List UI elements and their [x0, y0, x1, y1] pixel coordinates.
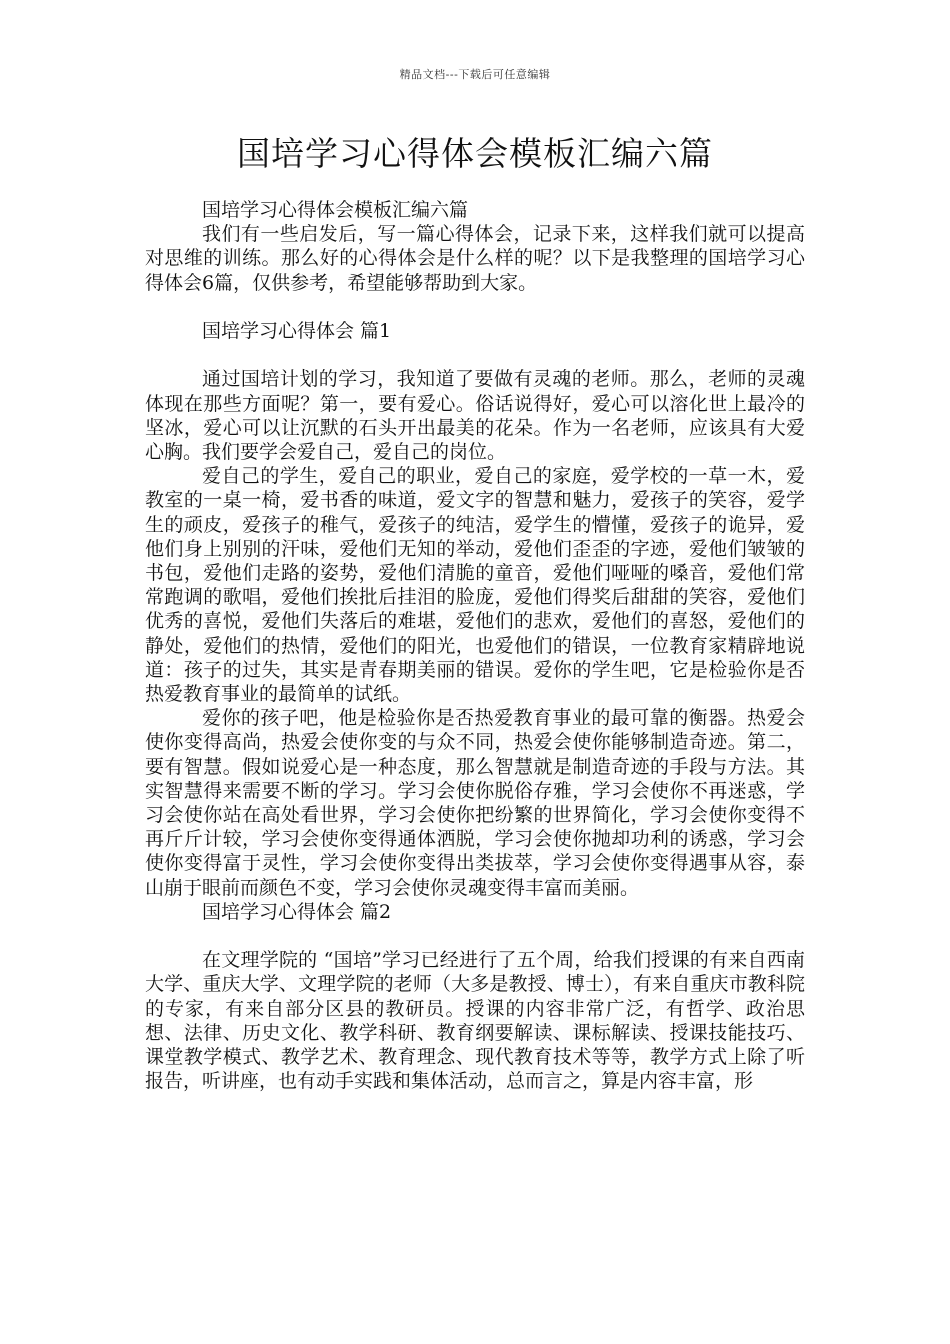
header-note: 精品文档---下载后可任意编辑 — [399, 68, 551, 81]
section-1-paragraph-3: 爱你的孩子吧，他是检验你是否热爱教育事业的最可靠的衡器。热爱会使你变得高尚，热爱会使你变的与众不同，热爱会使你能够制造奇迹。第二，要有智慧。假如说爱心是一种态度，那么智慧就是制造奇迹的手段与方法。其实智慧得来需要不断的学习。学习会使你脱俗存雅，学习会使你不再迷惑，学习会使你站在高处看世界，学习会使你把纷繁的世界简化，学习会使你变得不再斤斤计较，学习会使你变得通体洒脱，学习会使你抛却功利的诱惑，学习会使你变得富于灵性，学习会使你变得出类拔萃，学习会使你变得遇事从容，泰山崩于眼前而颜色不变，学习会使你灵魂变得丰富而美丽。 — [145, 707, 805, 899]
spacer — [145, 343, 805, 367]
document-title: 国培学习心得体会模板汇编六篇 — [237, 134, 713, 173]
intro-paragraph: 我们有一些启发后，写一篇心得体会，记录下来，这样我们就可以提高对思维的训练。那么好的心得体会是什么样的呢？以下是我整理的国培学习心得体会6篇，仅供参考，希望能够帮助到大家。 — [145, 223, 805, 294]
document-body — [145, 198, 805, 1093]
spacer — [145, 924, 805, 948]
section-1-paragraph-2: 爱自己的学生，爱自己的职业，爱自己的家庭，爱学校的一草一木，爱教室的一桌一椅，爱书香的味道，爱文字的智慧和魅力，爱孩子的笑容，爱学生的顽皮，爱孩子的稚气，爱孩子的纯洁，爱学生的懵懂，爱孩子的诡异，爱他们身上别别的汗味，爱他们无知的举动，爱他们歪歪的字迹，爱他们皱皱的书包，爱他们走路的姿势，爱他们清脆的童音，爱他们哑哑的嗓音，爱他们常常跑调的歌唱，爱他们挨批后挂泪的脸庞，爱他们得奖后甜甜的笑容，爱他们优秀的喜悦，爱他们失落后的难堪，爱他们的悲欢，爱他们的喜怒，爱他们的静处，爱他们的热情，爱他们的阳光，也爱他们的错误，一位教育家精辟地说道：孩子的过失，其实是青春期美丽的错误。爱你的学生吧，它是检验你是否热爱教育事业的最简单的试纸。 — [145, 465, 805, 706]
spacer — [145, 295, 805, 319]
section-2-paragraph-1: 在文理学院的 “国培”学习已经进行了五个周，给我们授课的有来自西南大学、重庆大学、文理学院的老师（大多是教授、博士），有来自重庆市教科院的专家，有来自部分区县的教研员。授课的内容非常广泛，有哲学、政治思想、法律、历史文化、教学科研、教育纲要解读、课标解读、授课技能技巧、课堂教学模式、教学艺术、教育理念、现代教育技术等等，教学方式上除了听报告，听讲座，也有动手实践和集体活动，总而言之，算是内容丰富，形 — [145, 949, 805, 1093]
document-subtitle: 国培学习心得体会模板汇编六篇 — [202, 199, 469, 221]
section-heading-2: 国培学习心得体会 篇2 — [202, 900, 392, 923]
section-1-paragraph-1: 通过国培计划的学习，我知道了要做有灵魂的老师。那么，老师的灵魂体现在那些方面呢？第一，要有爱心。俗话说得好，爱心可以溶化世上最冷的坚冰，爱心可以让沉默的石头开出最美的花朵。作为一名老师，应该具有大爱心胸。我们要学会爱自己，爱自己的岗位。 — [145, 368, 805, 463]
section-heading-1: 国培学习心得体会 篇1 — [202, 320, 392, 342]
